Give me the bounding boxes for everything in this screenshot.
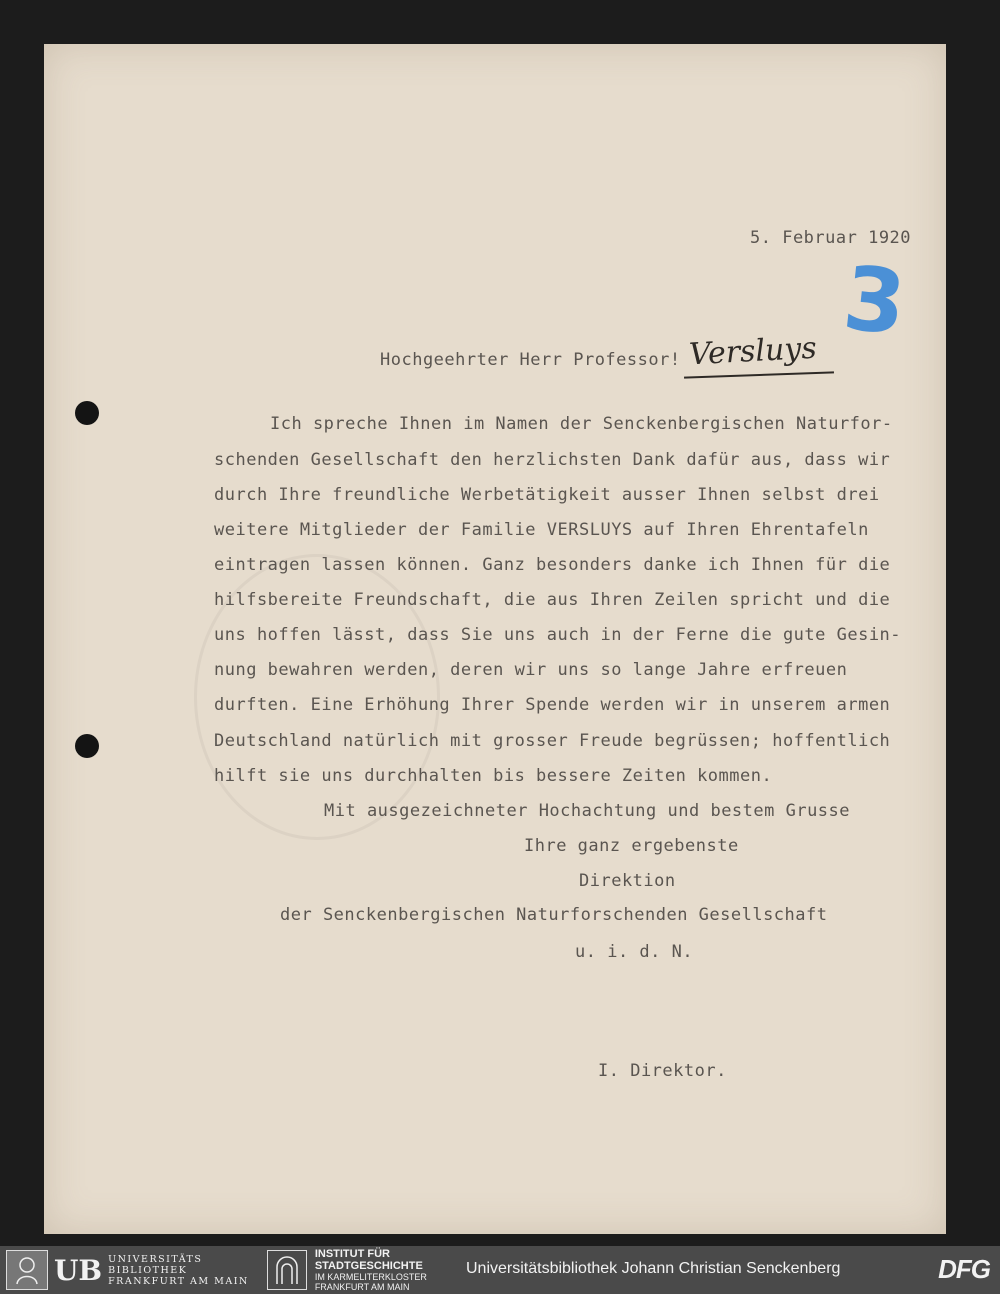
dfg-logo[interactable]: DFG bbox=[938, 1254, 990, 1284]
ub-line1: UNIVERSITÄTS bbox=[108, 1253, 203, 1265]
ub-text bbox=[108, 1254, 249, 1287]
arch-icon bbox=[267, 1250, 307, 1290]
closing-direktion: Direktion bbox=[579, 871, 676, 891]
footer-bar bbox=[0, 1246, 1000, 1294]
institut-text bbox=[315, 1248, 427, 1292]
institut-logo[interactable] bbox=[267, 1248, 427, 1292]
inst-line4: FRANKFURT AM MAIN bbox=[314, 1282, 410, 1292]
salutation: Hochgeehrter Herr Professor! bbox=[380, 350, 681, 370]
library-title[interactable]: Universitätsbibliothek Johann Christian Senckenberg bbox=[466, 1260, 841, 1277]
ub-line2: BIBLIOTHEK bbox=[108, 1264, 188, 1276]
closing-greeting: Mit ausgezeichneter Hochachtung und bestem Grusse bbox=[324, 801, 851, 821]
portrait-icon bbox=[6, 1250, 48, 1290]
body-line-6: hilfsbereite Freundschaft, die aus Ihren Zeilen spricht und die bbox=[214, 590, 891, 610]
closing-uidn: u. i. d. N. bbox=[575, 942, 694, 962]
signatory-title: I. Direktor. bbox=[598, 1061, 727, 1081]
inst-line1: INSTITUT FÜR bbox=[314, 1248, 390, 1260]
closing-ergebenste: Ihre ganz ergebenste bbox=[524, 836, 739, 856]
ub-logo[interactable] bbox=[6, 1250, 249, 1290]
handwritten-underline bbox=[684, 371, 834, 378]
ub-line3: FRANKFURT AM MAIN bbox=[108, 1275, 249, 1287]
punch-hole-bottom bbox=[75, 734, 99, 758]
body-line-10: Deutschland natürlich mit grosser Freude begrüssen; hoffentlich bbox=[214, 731, 891, 751]
ub-letters: UB bbox=[54, 1253, 103, 1287]
body-line-3: durch Ihre freundliche Werbetätigkeit ausser Ihnen selbst drei bbox=[214, 485, 880, 505]
inst-line3: IM KARMELITERKLOSTER bbox=[314, 1272, 427, 1282]
body-line-9: durften. Eine Erhöhung Ihrer Spende werden wir in unserem armen bbox=[214, 695, 891, 715]
page-number-annotation: 3 bbox=[838, 246, 911, 355]
body-line-4: weitere Mitglieder der Familie VERSLUYS auf Ihren Ehrentafeln bbox=[214, 520, 869, 540]
body-line-2: schenden Gesellschaft den herzlichsten Dank dafür aus, dass wir bbox=[214, 450, 891, 470]
body-line-5: eintragen lassen können. Ganz besonders danke ich Ihnen für die bbox=[214, 555, 891, 575]
body-line-7: uns hoffen lässt, dass Sie uns auch in der Ferne die gute Gesin- bbox=[214, 625, 902, 645]
closing-society: der Senckenbergischen Naturforschenden Gesellschaft bbox=[280, 905, 828, 925]
inst-line2: STADTGESCHICHTE bbox=[314, 1260, 423, 1272]
body-line-11: hilft sie uns durchhalten bis bessere Zeiten kommen. bbox=[214, 766, 773, 786]
body-line-1: Ich spreche Ihnen im Namen der Senckenbergischen Naturfor- bbox=[270, 414, 893, 434]
body-line-8: nung bewahren werden, deren wir uns so lange Jahre erfreuen bbox=[214, 660, 848, 680]
letter-page bbox=[44, 44, 946, 1234]
punch-hole-top bbox=[75, 401, 99, 425]
letter-date: 5. Februar 1920 bbox=[750, 228, 912, 248]
handwritten-name: Versluys bbox=[688, 330, 818, 373]
